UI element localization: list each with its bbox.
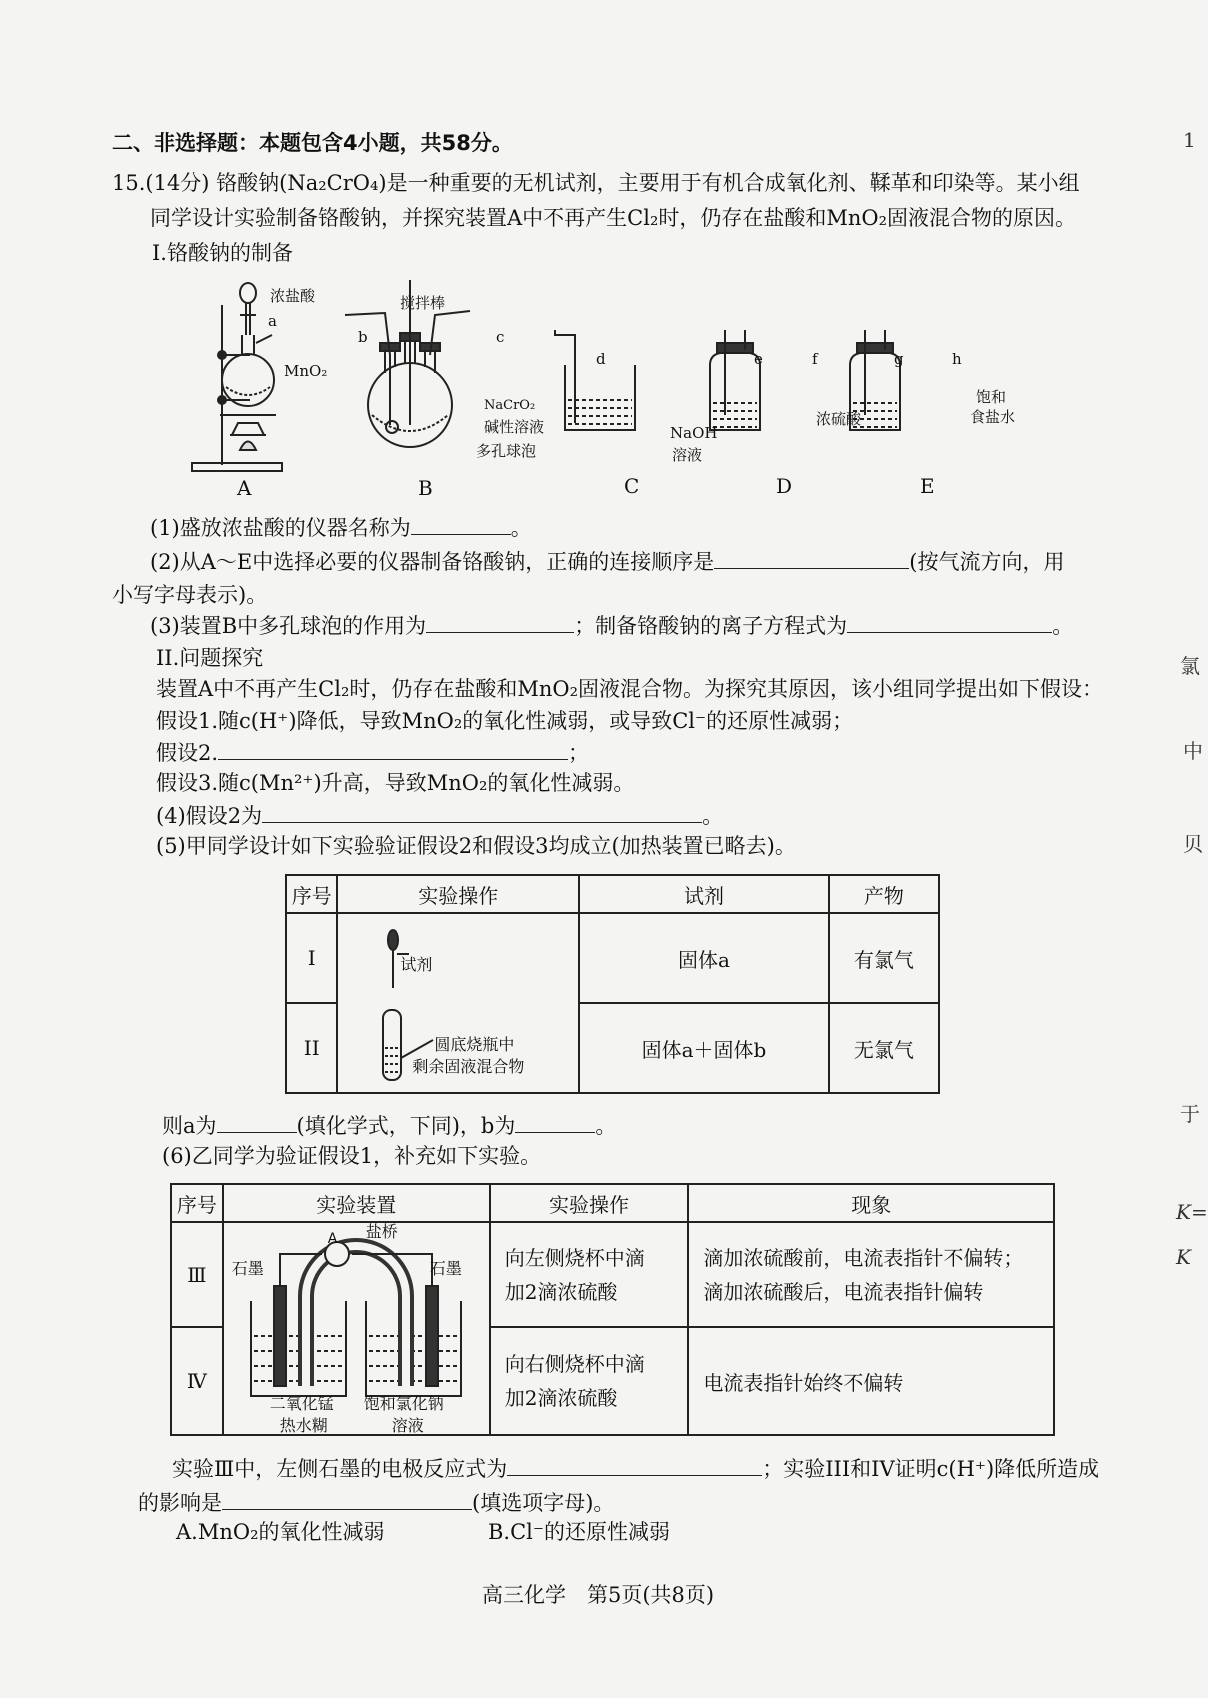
- label-salt-bridge: 盐桥: [365, 1222, 398, 1241]
- label-alkaline-solution: 碱性溶液: [484, 418, 545, 436]
- answer-blank-b[interactable]: [515, 1110, 595, 1133]
- label-naoh: NaOH: [670, 424, 718, 442]
- q6: (6)乙同学为验证假设1，补充如下实验。: [162, 1144, 542, 1168]
- t2-row-operation: 向左侧烧杯中滴 加2滴浓硫酸: [490, 1222, 689, 1327]
- label-port-h: h: [952, 350, 962, 368]
- answer-blank-q2[interactable]: [714, 546, 909, 569]
- t2-row-observation: 电流表指针始终不偏转: [688, 1327, 1054, 1435]
- t2-header-observation: 现象: [688, 1184, 1054, 1222]
- t2-row-operation: 向右侧烧杯中滴 加2滴浓硫酸: [490, 1327, 689, 1435]
- q4: (4)假设2为 。: [156, 800, 723, 831]
- edge-char: 贝: [1183, 832, 1203, 856]
- part2-title: II.问题探究: [156, 646, 264, 670]
- hypothesis-3: 假设3.随c(Mn²⁺)升高，导致MnO₂的氧化性减弱。: [156, 771, 635, 795]
- edge-char: 于: [1180, 1102, 1200, 1126]
- label-port-b: b: [358, 328, 368, 346]
- t1-header-id: 序号: [286, 875, 337, 913]
- apparatus-figure: [180, 275, 1040, 505]
- label-reagent: 试剂: [400, 955, 433, 974]
- experiment-table-2: [170, 1183, 1055, 1436]
- label-bubbler: 多孔球泡: [476, 442, 537, 460]
- label-conc-hcl: 浓盐酸: [270, 287, 316, 305]
- label-apparatus-c: C: [624, 474, 640, 498]
- option-b[interactable]: B.Cl⁻的还原性减弱: [488, 1520, 670, 1544]
- q6-electrode: 实验Ⅲ中，左侧石墨的电极反应式为 ；实验III和IV证明c(H⁺)降低所造成: [172, 1453, 1099, 1484]
- label-port-a: a: [268, 312, 277, 330]
- t2-header-operation: 实验操作: [490, 1184, 689, 1222]
- answer-blank-q1[interactable]: [411, 512, 511, 535]
- label-saturated: 饱和: [976, 388, 1007, 406]
- answer-blank-q3a[interactable]: [426, 610, 574, 633]
- hypothesis-2: 假设2. ；: [156, 737, 589, 768]
- edge-char: K=: [1176, 1200, 1208, 1224]
- q1: (1)盛放浓盐酸的仪器名称为 。: [150, 512, 532, 543]
- t1-header-reagent: 试剂: [579, 875, 829, 913]
- t1-header-product: 产物: [829, 875, 939, 913]
- answer-blank-q4[interactable]: [262, 800, 702, 823]
- label-conc-h2so4: 浓硫酸: [816, 410, 862, 428]
- edge-char: 1: [1183, 128, 1196, 152]
- edge-char: 氯: [1180, 654, 1200, 678]
- ammeter-icon: A: [327, 1231, 338, 1247]
- label-port-f: f: [812, 350, 818, 368]
- label-naoh-solution: 溶液: [672, 446, 703, 464]
- t2-header-id: 序号: [171, 1184, 223, 1222]
- label-hot-water-paste: 热水糊: [279, 1416, 328, 1435]
- section-heading: 二、非选择题：本题包含4小题，共58分。: [112, 131, 513, 155]
- label-brine: 食盐水: [970, 408, 1016, 426]
- edge-char: K: [1176, 1245, 1191, 1269]
- label-mno2: MnO₂: [284, 362, 328, 380]
- hypothesis-1: 假设1.随c(H⁺)降低，导致MnO₂的氧化性减弱，或导致Cl⁻的还原性减弱；: [156, 709, 854, 733]
- option-a[interactable]: A.MnO₂的氧化性减弱: [176, 1520, 385, 1544]
- q5: (5)甲同学设计如下实验验证假设2和假设3均成立(加热装置已略去)。: [156, 834, 796, 858]
- label-apparatus-d: D: [776, 474, 793, 498]
- t2-header-apparatus: 实验装置: [223, 1184, 490, 1222]
- t2-row-id: Ⅲ: [171, 1222, 223, 1327]
- label-nacro2: NaCrO₂: [484, 398, 536, 413]
- answer-blank-electrode[interactable]: [507, 1453, 762, 1476]
- q3: (3)装置B中多孔球泡的作用为 ；制备铬酸钠的离子方程式为 。: [150, 610, 1073, 641]
- q2-line2: 小写字母表示)。: [112, 583, 268, 607]
- label-port-e: e: [754, 350, 763, 368]
- q5-answer: 则a为 (填化学式，下同)，b为 。: [162, 1110, 616, 1141]
- t1-row-product: 有氯气: [829, 913, 939, 1003]
- q6-effect: 的影响是 (填选项字母)。: [138, 1487, 614, 1518]
- t1-row-id: I: [286, 913, 337, 1003]
- label-graphite-left: 石墨: [231, 1259, 264, 1278]
- label-port-g: g: [894, 350, 904, 368]
- t1-header-operation: 实验操作: [337, 875, 579, 913]
- q2: (2)从A～E中选择必要的仪器制备铬酸钠，正确的连接顺序是 (按气流方向，用: [150, 546, 1064, 577]
- answer-blank-hyp2[interactable]: [218, 737, 568, 760]
- label-apparatus-a: A: [237, 476, 252, 500]
- label-solid-liquid-mixture: 剩余固液混合物: [412, 1057, 525, 1076]
- answer-blank-effect[interactable]: [222, 1487, 472, 1510]
- q15-line1: 15.(14分) 铬酸钠(Na₂CrO₄)是一种重要的无机试剂，主要用于有机合成氧化剂、鞣革和印染等。某小组: [112, 171, 1080, 195]
- label-port-c: c: [496, 328, 505, 346]
- label-flask-remaining: 圆底烧瓶中: [434, 1035, 515, 1054]
- part1-title: I.铬酸钠的制备: [152, 241, 293, 265]
- page-footer: 高三化学 第5页(共8页): [482, 1583, 715, 1607]
- answer-blank-a[interactable]: [217, 1110, 297, 1133]
- t1-row-reagent: 固体a: [579, 913, 829, 1003]
- t1-operation-figure: [337, 913, 579, 1093]
- t2-row-id: Ⅳ: [171, 1327, 223, 1435]
- t1-row-reagent: 固体a＋固体b: [579, 1003, 829, 1093]
- t1-row-id: II: [286, 1003, 337, 1093]
- t2-row-observation: 滴加浓硫酸前，电流表指针不偏转； 滴加浓硫酸后，电流表指针偏转: [688, 1222, 1054, 1327]
- t2-apparatus-figure: [223, 1222, 490, 1435]
- experiment-table-1: [285, 874, 940, 1094]
- t1-row-product: 无氯气: [829, 1003, 939, 1093]
- label-mno2-paste: 二氧化锰: [269, 1394, 334, 1413]
- answer-blank-q3b[interactable]: [847, 610, 1052, 633]
- label-apparatus-b: B: [418, 476, 433, 500]
- label-sat-nacl: 饱和氯化钠: [363, 1394, 444, 1413]
- q15-line2: 同学设计实验制备铬酸钠，并探究装置A中不再产生Cl₂时，仍存在盐酸和MnO₂固液混合物的原因。: [150, 206, 1077, 230]
- label-stirring-rod: 搅拌棒: [400, 294, 446, 312]
- label-graphite-right: 石墨: [429, 1259, 462, 1278]
- label-apparatus-e: E: [920, 474, 935, 498]
- part2-intro: 装置A中不再产生Cl₂时，仍存在盐酸和MnO₂固液混合物。为探究其原因，该小组同学提出如下假设：: [156, 677, 1104, 701]
- label-port-d: d: [596, 350, 606, 368]
- edge-char: 中: [1183, 739, 1203, 763]
- label-nacl-solution: 溶液: [391, 1416, 424, 1435]
